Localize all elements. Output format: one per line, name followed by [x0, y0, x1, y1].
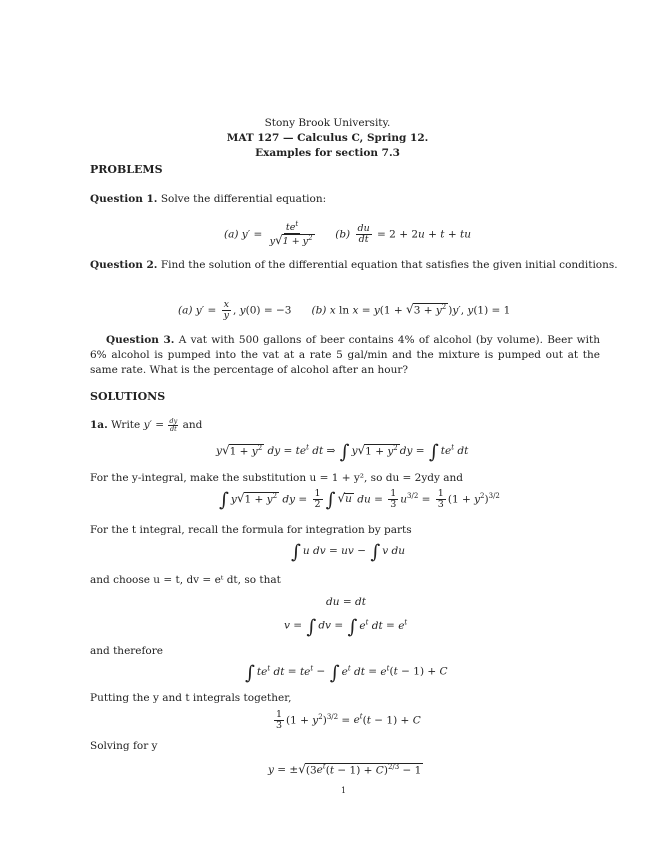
y-integral-text: For the y-integral, make the substitution u = 1 + y², so du = 2ydy and [90, 472, 464, 484]
solution-1a-label: 1a. [90, 419, 108, 431]
question-1-text: Solve the differential equation: [160, 193, 327, 205]
university-name: Stony Brook University. [264, 117, 391, 129]
question-3 [90, 333, 600, 378]
combined-equation: $\frac{1}{3}$ $(1 + y^2)^{3/2} = e^t(t - 1) + C$ [276, 709, 421, 731]
question-1 [90, 193, 326, 205]
question-2-text: Find the solution of the differential equation that satisfies the given initial conditions. [160, 259, 618, 271]
separated-equation: $y√1 + y^2$ dy = $te^t$ dt ⇒ ∫ $y√1 + y^2$ dy = ∫ $te^t$ dt [216, 441, 469, 463]
integration-by-parts-formula: ∫ u dv = uv − ∫ v du [291, 541, 406, 563]
question-3-text: A vat with 500 gallons of beer contains 4% of alcohol (by volume). Beer with 6% alcohol is pumped into the vat at a rate 5 gal/min and the mixture is pumped out at the same rate. What is the percentage of alcohol after an hour? [90, 334, 600, 376]
question-1-label: Question 1. [90, 193, 158, 205]
choose-text: and choose u = t, dv = eᵗ dt, so that [90, 574, 281, 586]
du-equation: du = dt [326, 596, 366, 608]
question-2-equations: (a) y′ = $\frac{x}{y}$ , y(0) = −3 (b) x $\ln x = y(1 + √3 + y^2$ )y′, y(1) = 1 [178, 299, 511, 321]
question-2 [90, 259, 618, 271]
course-title: MAT 127 — Calculus C, Spring 12. [226, 132, 429, 144]
t-integral-equation: ∫ $te^t$ dt = $te^t$ − ∫ $e^t$ dt = $e^t(t - 1) + C$ [245, 661, 448, 684]
v-equation: v = ∫ dv = ∫ $e^t$ dt = $e^t$ [284, 615, 408, 638]
solution-1a-intro: 1a. Write y′ = $\frac{dy}{dt}$ and [90, 417, 203, 433]
t-integral-text: For the t integral, recall the formula for integration by parts [90, 524, 412, 536]
write-word: Write [111, 419, 141, 431]
solving-text: Solving for y [90, 740, 158, 752]
problems-heading: PROBLEMS [90, 163, 163, 176]
and-word: and [182, 419, 203, 431]
question-1-equations: (a) y′ = $\frac{te^t}{y√1 + y^2}$ (b) $\frac{du}{dt}$ = 2 + 2u + t + tu [224, 220, 471, 248]
solutions-heading: SOLUTIONS [90, 390, 166, 403]
together-text: Putting the y and t integrals together, [90, 692, 292, 704]
question-3-label: Question 3. [106, 334, 175, 346]
therefore-text: and therefore [90, 645, 163, 657]
question-2-label: Question 2. [90, 259, 158, 271]
page-number: 1 [341, 786, 347, 795]
document-subtitle: Examples for section 7.3 [255, 147, 400, 159]
y-integral-equation: ∫ $y√1 + y^2$ dy = $\frac{1}{2}$ ∫ √u du = $\frac{1}{3}$ $u^{3/2}$ = $\frac{1}{3}$ $(1 + y^2)^{3/2}$ [219, 488, 500, 512]
final-solution: $y = \pm√(3e^t(t - 1) + C)^{2/3} - 1$ [268, 762, 422, 776]
